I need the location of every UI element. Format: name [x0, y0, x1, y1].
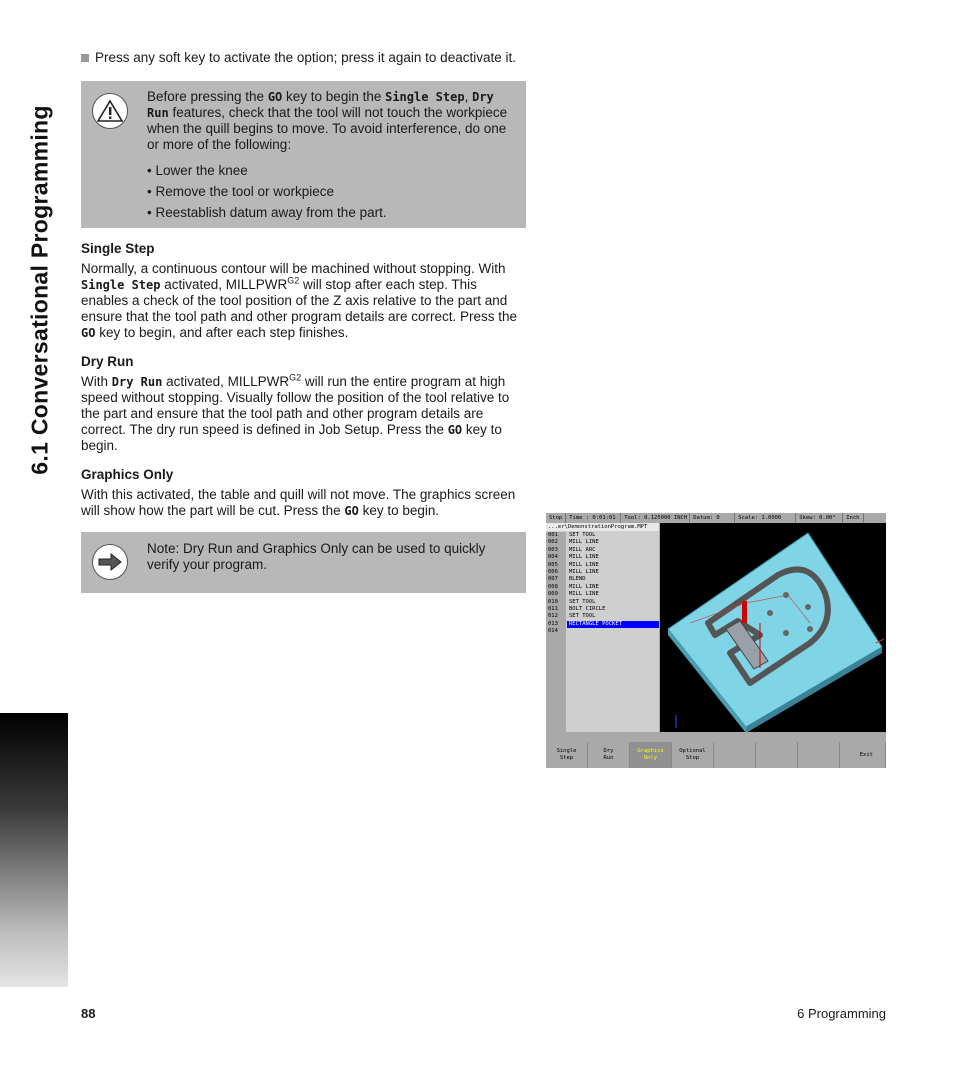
dry-run-label: Dry Run [147, 90, 494, 120]
dr-text-4: key to begin. [81, 422, 502, 453]
single-step-paragraph [81, 261, 526, 341]
ss-mono-1: Single Step [81, 278, 161, 292]
ss-text-4: key to begin, and after each step finishes. [95, 325, 349, 340]
ss-text-2: activated, MILLPWR [160, 277, 288, 292]
program-step-row[interactable] [548, 613, 659, 620]
status-scale: Scale: 1.0000 [735, 513, 796, 523]
step-label: BOLT CIRCLE [569, 605, 606, 612]
program-steps [548, 532, 659, 635]
graphics-view [660, 523, 886, 732]
program-step-row[interactable] [548, 628, 659, 635]
softkey-2[interactable]: Graphics Only [630, 742, 672, 768]
program-step-row[interactable] [548, 554, 659, 561]
status-time: Time : 0:01:01 [566, 513, 621, 523]
step-number: 012 [548, 613, 558, 620]
step-label: MILL LINE [569, 554, 599, 561]
dr-mono-2: GO [447, 423, 463, 437]
softkey-bar [546, 742, 886, 768]
step-label: MILL LINE [569, 591, 599, 598]
program-list-panel [546, 523, 659, 732]
warning-comma: , [464, 89, 473, 104]
step-label: SET TOOL [569, 598, 596, 605]
program-step-row[interactable] [548, 621, 659, 628]
go-key-label: GO [267, 90, 283, 104]
softkey-6[interactable] [798, 742, 840, 768]
step-number: 013 [548, 620, 558, 627]
program-step-row[interactable] [548, 547, 659, 554]
single-step-heading: Single Step [81, 241, 155, 256]
step-label: MILL ARC [569, 546, 596, 553]
program-path: ...er\DemonstrationProgram.MPT [546, 523, 659, 531]
dr-mono-1: Dry Run [111, 375, 163, 389]
warning-paragraph [147, 89, 514, 153]
dr-sup: G2 [289, 372, 302, 383]
single-step-label: Single Step [385, 90, 465, 104]
program-step-row[interactable] [548, 584, 659, 591]
step-number: 009 [548, 591, 558, 598]
program-step-row[interactable] [548, 539, 659, 546]
softkey-4[interactable] [714, 742, 756, 768]
program-step-row[interactable] [548, 576, 659, 583]
note-box [81, 532, 526, 593]
chapter-label: 6 Programming [797, 1006, 886, 1021]
step-label [567, 628, 659, 635]
ss-mono-2: GO [81, 326, 96, 340]
step-number: 005 [548, 561, 558, 568]
arrow-right-icon [92, 544, 128, 580]
ss-text-3: will stop after each step. This enables a check of the tool position of the Z axis relative to the part and ensure that the tool path and other program details are correct. Press the [81, 277, 517, 324]
step-number: 002 [548, 539, 558, 546]
status-bar [546, 513, 886, 523]
warning-triangle-icon [92, 93, 128, 129]
step-label: SET TOOL [569, 613, 596, 620]
status-skew: Skew: 0.00° [796, 513, 843, 523]
dr-text-1: With [81, 374, 112, 389]
go-text-1: With this activated, the table and quill will not move. The graphics screen will show how the part will be cut. Press the [81, 487, 516, 518]
program-step-row[interactable] [548, 591, 659, 598]
warning-list-item: • Remove the tool or workpiece [147, 184, 335, 199]
step-label: MILL LINE [569, 583, 599, 590]
warning-text-2: key to begin the [282, 89, 386, 104]
part-3d-render [660, 523, 886, 732]
go-mono-1: GO [344, 504, 359, 518]
warning-list-item: • Reestablish datum away from the part. [147, 205, 387, 220]
warning-text-3: features, check that the tool will not touch the workpiece when the quill begins to move. To avoid interference, do one or more of the following: [147, 105, 508, 152]
go-text-2: key to begin. [358, 503, 440, 518]
step-label: RECTANGLE POCKET [567, 621, 659, 628]
warning-text-1: Before pressing the [147, 89, 268, 104]
softkey-5[interactable] [756, 742, 798, 768]
square-bullet-icon [81, 54, 89, 62]
intro-bullet-text: Press any soft key to activate the option; press it again to deactivate it. [95, 50, 516, 65]
graphics-only-paragraph [81, 487, 526, 519]
step-number: 010 [548, 598, 558, 605]
ss-sup: G2 [287, 275, 300, 286]
program-step-row[interactable] [548, 562, 659, 569]
step-number: 004 [548, 554, 558, 561]
softkey-1[interactable]: Dry Run [588, 742, 630, 768]
warning-box [81, 81, 526, 228]
step-label: BLEND [569, 576, 586, 583]
ss-text-1: Normally, a continuous contour will be machined without stopping. With [81, 261, 506, 276]
step-number: 003 [548, 546, 558, 553]
intro-bullet [81, 50, 526, 66]
program-step-row[interactable] [548, 599, 659, 606]
graphics-only-heading: Graphics Only [81, 467, 174, 482]
step-number: 014 [548, 628, 558, 635]
status-mode: Stop [546, 513, 566, 523]
warning-list-item: • Lower the knee [147, 163, 248, 178]
dry-run-heading: Dry Run [81, 354, 134, 369]
step-number: 006 [548, 568, 558, 575]
step-number: 011 [548, 605, 558, 612]
side-gradient-bar [0, 713, 68, 987]
side-title-text: 6.1 Conversational Programming [26, 105, 53, 475]
softkey-3[interactable]: Optional Stop [672, 742, 714, 768]
millpwr-screenshot [546, 513, 886, 768]
warning-list [147, 163, 514, 221]
program-step-row[interactable] [548, 606, 659, 613]
warning-text [147, 89, 514, 226]
dry-run-paragraph [81, 374, 526, 454]
step-number: 001 [548, 532, 558, 538]
note-text: Note: Dry Run and Graphics Only can be used to quickly verify your program. [147, 541, 486, 572]
program-step-row[interactable] [548, 532, 659, 539]
step-label: MILL LINE [569, 568, 599, 575]
status-tool: Tool: 0.125000 INCH [621, 513, 690, 523]
page-number: 88 [81, 1006, 96, 1021]
program-step-row[interactable] [548, 569, 659, 576]
softkey-0[interactable]: Single Step [546, 742, 588, 768]
status-datum: Datum: 0 [690, 513, 735, 523]
step-number: 007 [548, 576, 558, 583]
main-content [81, 50, 526, 593]
dr-text-3: will run the entire program at high speed without stopping. Visually follow the position of the tool relative to the part and ensure that the tool path and other program details are correct. The dry run speed is defined in Job Setup. Press the [81, 374, 510, 437]
step-label: MILL LINE [569, 539, 599, 546]
step-label: MILL LINE [569, 561, 599, 568]
status-units: Inch [843, 513, 863, 523]
step-label: SET TOOL [569, 532, 596, 538]
step-number: 008 [548, 583, 558, 590]
dr-text-2: activated, MILLPWR [162, 374, 290, 389]
softkey-7[interactable]: Exit [840, 742, 886, 768]
